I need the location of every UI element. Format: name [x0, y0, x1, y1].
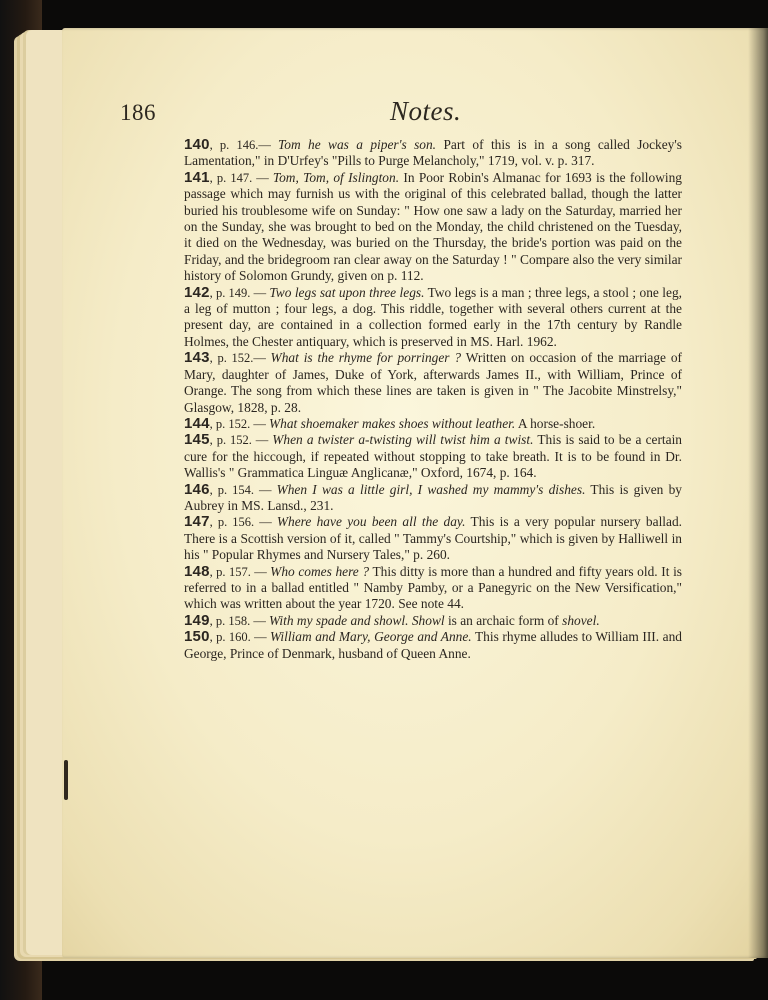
note-page-ref: , p. 149. — [209, 285, 270, 300]
note-text: This is given by Aubrey in MS. Lansd., 231. [184, 481, 682, 513]
note-text: Two legs is a man ; three legs, a stool ; one leg, a leg of mutton ; four legs, a dog. This riddle, together with several others current at the present day, are contained in a collection formed early in the 17th century by Randle Holmes, the Chester antiquary, which is preserved in MS. Harl. 1962. [184, 284, 682, 349]
note-text: is an archaic form of [444, 612, 563, 628]
note-quote: What shoemaker makes shoes without leather. [269, 415, 516, 431]
note-entry [184, 482, 682, 515]
note-number: 143 [184, 349, 210, 367]
note-page-ref: , p. 160. — [209, 630, 270, 645]
note-number: 142 [184, 283, 210, 301]
note-text: In Poor Robin's Almanac for 1693 is the following passage which may furnish us with the original of this celebrated ballad, though the latter buried his troublesome wife on Sunday: " How one saw a lady on the Saturday, married her on the Sunday, she was brought to bed on the Monday, the child christened on the Tuesday, it died on the Wednesday, was buried on the Thursday, the bride's portion was paid on the Friday, and the bridegroom ran clear away on the Saturday ! " Compare also the very similar history of Solomon Grundy, given on p. 112. [184, 169, 683, 284]
note-entry [184, 285, 682, 351]
note-entry [184, 350, 682, 416]
note-number: 150 [184, 628, 210, 646]
note-page-ref: , p. 152.— [209, 351, 271, 366]
note-text: This is said to be a certain cure for the hiccough, if repeated without stopping to take breath. It is to be found in Dr. Wallis's " Grammatica Linguæ Anglicanæ," Oxford, 1674, p. 164. [184, 432, 682, 481]
note-number: 145 [184, 431, 210, 449]
note-number: 147 [184, 513, 210, 531]
note-number: 148 [184, 562, 210, 580]
running-title: Notes. [390, 96, 462, 126]
note-quote: Tom he was a piper's son. [278, 137, 437, 152]
note-number: 149 [184, 611, 210, 629]
note-page-ref: , p. 152. — [209, 433, 273, 448]
note-entry [184, 629, 682, 662]
note-quote: shovel. [562, 612, 600, 628]
note-quote: With my spade and showl. [269, 612, 409, 628]
note-entry [184, 613, 682, 629]
note-quote: Where have you been all the day. [276, 514, 466, 530]
note-page-ref: , p. 157. — [209, 564, 271, 579]
notes-list [184, 137, 682, 662]
note-text: This rhyme alludes to William III. and George, Prince of Denmark, husband of Queen Anne. [184, 629, 682, 661]
page-number: 186 [120, 100, 156, 125]
note-entry [184, 416, 682, 432]
note-quote: Showl [411, 612, 445, 628]
page-smudge [64, 760, 68, 800]
note-entry [184, 514, 682, 563]
note-entry [184, 432, 682, 481]
note-number: 146 [184, 480, 210, 498]
note-quote: Who comes here ? [270, 563, 370, 579]
note-text: This ditty is more than a hundred and fifty years old. It is referred to in a ballad entitled " Namby Pamby, or a Panegyric on the New Versification," which was written about the year 1720. See note 44. [184, 563, 683, 612]
note-page-ref: , p. 152. — [209, 416, 270, 431]
note-text: This is a very popular nursery ballad. There is a Scottish version of it, called " Tammy's Courtship," which is given by Halliwell in his " Popular Rhymes and Nursery Tales," p. 260. [184, 514, 682, 563]
note-page-ref: , p. 154. — [209, 482, 277, 497]
note-page-ref: , p. 158. — [209, 613, 270, 628]
note-quote: When a twister a-twisting will twist him a twist. [272, 432, 534, 448]
note-text: Written on occasion of the marriage of Mary, daughter of James, Duke of York, afterwards James II., with William, Prince of Orange. The song from which these lines are taken is given in " The Jacobite Minstrelsy," Glasgow, 1828, p. 28. [184, 350, 683, 415]
note-page-ref: , p. 146.— [209, 138, 279, 152]
note-number: 141 [184, 168, 210, 186]
note-number: 140 [184, 136, 210, 153]
note-text: Part of this is in a song called Jockey's Lamentation," in D'Urfey's "Pills to Purge Melancholy," 1719, vol. v. p. 317. [184, 137, 683, 169]
note-entry [184, 564, 682, 613]
note-quote: Tom, Tom, of Islington. [272, 169, 400, 185]
note-page-ref: , p. 156. — [209, 515, 277, 530]
note-quote: William and Mary, George and Anne. [269, 629, 472, 645]
note-quote: What is the rhyme for porringer ? [270, 350, 462, 366]
note-quote: Two legs sat upon three legs. [269, 284, 425, 300]
note-entry [184, 137, 682, 170]
page-header [120, 96, 686, 140]
note-entry [184, 170, 682, 285]
note-text: A horse-shoer. [515, 415, 596, 431]
note-number: 144 [184, 414, 210, 432]
note-page-ref: , p. 147. — [209, 170, 273, 185]
note-quote: When I was a little girl, I washed my mammy's dishes. [276, 481, 586, 497]
